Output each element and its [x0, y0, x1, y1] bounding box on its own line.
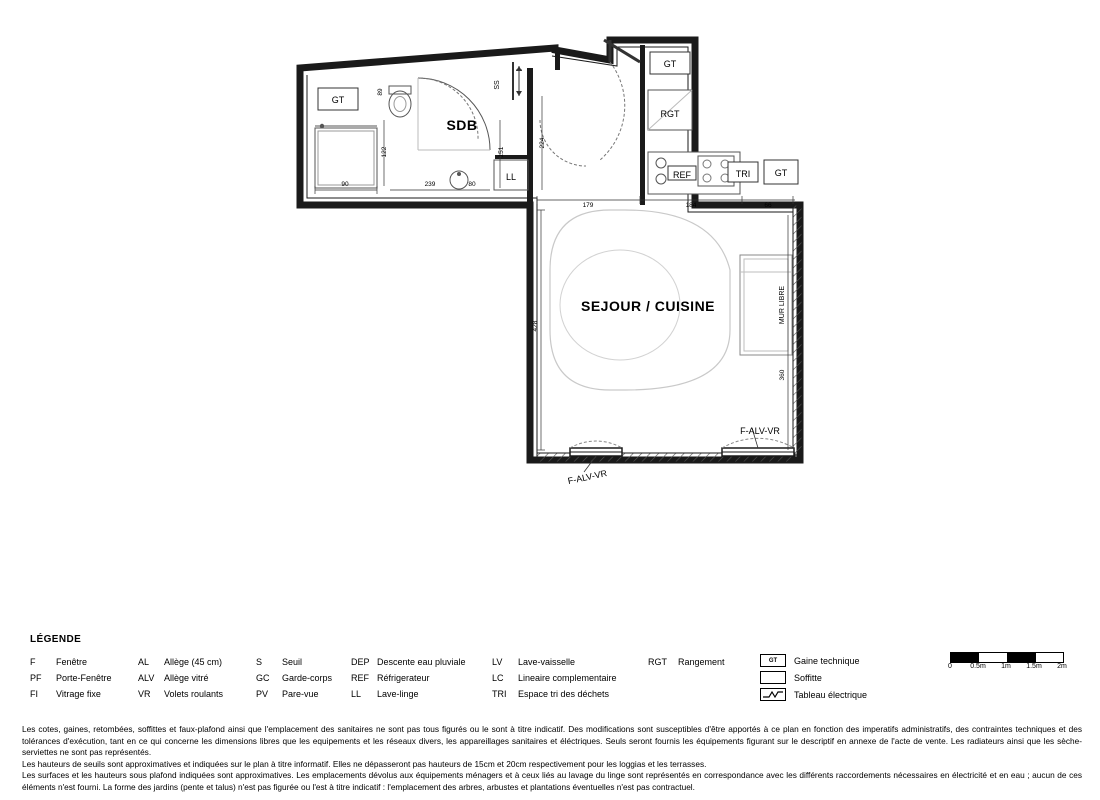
legend-column-4: [351, 654, 466, 702]
legend-abbr: PF: [30, 673, 42, 683]
legend-text: Garde-corps: [282, 673, 333, 683]
legend-text: Vitrage fixe: [56, 689, 101, 699]
disclaimer-notes: [22, 724, 1082, 794]
legend-column-1: [30, 654, 112, 702]
legend-entry: [30, 686, 112, 702]
legend-abbr: RGT: [648, 657, 667, 667]
dimension-179: 179: [582, 202, 594, 209]
room-label-sdb: SDB: [446, 117, 478, 133]
scale-tick-2: 1m: [1001, 663, 1011, 670]
legend-abbr: LC: [492, 673, 504, 683]
legend-entry: [256, 670, 332, 686]
dimension-184: 184: [685, 202, 697, 209]
legend-entry: [30, 654, 112, 670]
legend-text: Volets roulants: [164, 689, 224, 699]
scale-tick-3: 1.5m: [1026, 663, 1042, 670]
legend-symbol-text: Soffitte: [794, 672, 822, 683]
legend-entry: [351, 654, 466, 670]
dimension-224: 224: [539, 137, 546, 149]
bathroom-fixtures: [315, 78, 528, 190]
legend-abbr: GC: [256, 673, 270, 683]
window-label-right: F-ALV-VR: [740, 426, 780, 436]
legend-abbr: LV: [492, 657, 503, 667]
legend-symbols: [760, 652, 867, 703]
gaine-technique-icon: [760, 654, 786, 667]
scale-bar-labels: [950, 663, 1070, 675]
window-label-left: F-ALV-VR: [566, 468, 608, 487]
legend-abbr: S: [256, 657, 263, 667]
legend-text: Allège vitré: [164, 673, 209, 683]
legend-column-6: [648, 654, 725, 670]
legend-entry: [351, 670, 466, 686]
legend-symbol-text: Tableau électrique: [794, 689, 868, 700]
dimension-122: 122: [381, 146, 388, 158]
legend-text: Fenêtre: [56, 657, 88, 667]
scale-tick-4: 2m: [1057, 663, 1067, 670]
legend-column-5: [492, 654, 617, 702]
legend-column-2: [138, 654, 223, 702]
legend: [0, 624, 1100, 800]
legend-text: Lave-vaisselle: [518, 657, 576, 667]
legend-text: Descente eau pluviale: [377, 657, 466, 667]
legend-entry: [351, 686, 466, 702]
legend-abbr: TRI: [492, 689, 507, 699]
legend-entry: [138, 670, 223, 686]
note-paragraph-1: Les cotes, gaines, retombées, soffittes et faux-plafond ainsi que l'emplacement des sanitaires ne sont pas tous figurés ou le sont à titre indicatif. Des modifications sont susceptibles d'être apportés à ce plan en fonction des imperatifs administratifs, des contraintes techniques et des tolérances d'exécution, tant en ce qui concerne les dimensions libres que les equipements et les réseaux divers, les appareillages sanitaires et éléctriques. Seuls seront fournis les équipements figurant sur le descriptif en annexe de l'acte de vente. Les radiateurs ainsi que les sèche-serviettes ne sont pas représentés.: [22, 724, 1082, 758]
legend-entry: [30, 670, 112, 686]
legend-title: LÉGENDE: [30, 634, 82, 645]
equipment-label-ll: LL: [505, 172, 517, 182]
legend-abbr: PV: [256, 689, 269, 699]
legend-abbr: DEP: [351, 657, 370, 667]
legend-abbr: FI: [30, 689, 38, 699]
scale-bar-ticks: [950, 652, 1064, 663]
legend-entry: [492, 654, 617, 670]
legend-text: Lineaire complementaire: [518, 673, 617, 683]
scale-tick-0: 0: [948, 663, 952, 670]
legend-text: Rangement: [678, 657, 725, 667]
note-paragraph-3: Les surfaces et les hauteurs sous plafond indiquées sont approximatives. Les emplacements dévolus aux équipements ménagers et à ceux liés au lavage du linge sont représentés en correspondance avec les différents raccordements nécessaires en électricité et en eau ; aucun de ces éléments n'est fourni. La forme des jardins (pente et talus) n'est pas figurée ou l'est à titre indicatif : l'emplacement des arbres, arbustes et plantations éventuelles n'est pas contractuel.: [22, 770, 1082, 792]
legend-text: Allège (45 cm): [164, 657, 223, 667]
legend-symbol-text: Gaine technique: [794, 655, 860, 666]
equipment-label-tri: TRI: [735, 169, 751, 179]
gaine-technique-mark: GT: [768, 657, 778, 664]
dimension-80: 80: [468, 181, 476, 188]
dimension-428: 428: [532, 320, 539, 332]
dimension-239: 239: [424, 181, 436, 188]
legend-column-3: [256, 654, 332, 702]
dimension-89: 89: [377, 88, 384, 96]
legend-abbr: VR: [138, 689, 151, 699]
equipment-label-gt-top: GT: [663, 59, 677, 69]
dimension-151: 151: [498, 146, 505, 158]
equipment-label-rgt: RGT: [660, 109, 680, 119]
soffitte-icon: [760, 671, 786, 684]
legend-entry: [138, 686, 223, 702]
legend-text: Porte-Fenêtre: [56, 673, 112, 683]
dimension-66: 66: [764, 202, 772, 209]
legend-text: Seuil: [282, 657, 303, 667]
legend-entry: [138, 654, 223, 670]
legend-abbr: F: [30, 657, 36, 667]
legend-symbol-gaine-technique: [760, 652, 867, 669]
legend-entry: [648, 654, 725, 670]
dimension-360: 360: [779, 369, 786, 381]
scale-tick-1: 0.5m: [970, 663, 986, 670]
legend-abbr: ALV: [138, 673, 155, 683]
legend-text: Pare-vue: [282, 689, 319, 699]
equipment-label-gt-bath: GT: [331, 95, 345, 105]
legend-text: Réfrigerateur: [377, 673, 430, 683]
legend-text: Espace tri des déchets: [518, 689, 610, 699]
legend-text: Lave-linge: [377, 689, 419, 699]
note-paragraph-2: Les hauteurs de seuils sont approximatives et indiquées sur le plan à titre informatif. Elles ne dépasseront pas hauteurs de 15cm et 20cm respectivement pour les loggias et les terrasses.: [22, 758, 707, 769]
room-label-sejour: SEJOUR / CUISINE: [580, 298, 716, 314]
legend-entry: [256, 686, 332, 702]
equipment-label-ref: REF: [673, 170, 691, 180]
legend-entry: [492, 670, 617, 686]
legend-symbol-tableau-electrique: [760, 686, 867, 703]
equipment-label-gt-kitchen: GT: [774, 168, 788, 178]
exterior-hatched-wall: [537, 205, 802, 462]
scale-bar: [950, 652, 1070, 675]
walls: [300, 40, 800, 460]
tableau-electrique-icon: [760, 688, 786, 701]
dimension-90: 90: [341, 181, 349, 188]
legend-abbr: AL: [138, 657, 150, 667]
equipment-label-ss: SS: [494, 80, 501, 90]
legend-entry: [256, 654, 332, 670]
wall-label-mur-libre: MUR LIBRE: [779, 285, 786, 325]
legend-abbr: LL: [351, 689, 362, 699]
legend-abbr: REF: [351, 673, 369, 683]
legend-symbol-soffitte: [760, 669, 867, 686]
legend-entry: [492, 686, 617, 702]
